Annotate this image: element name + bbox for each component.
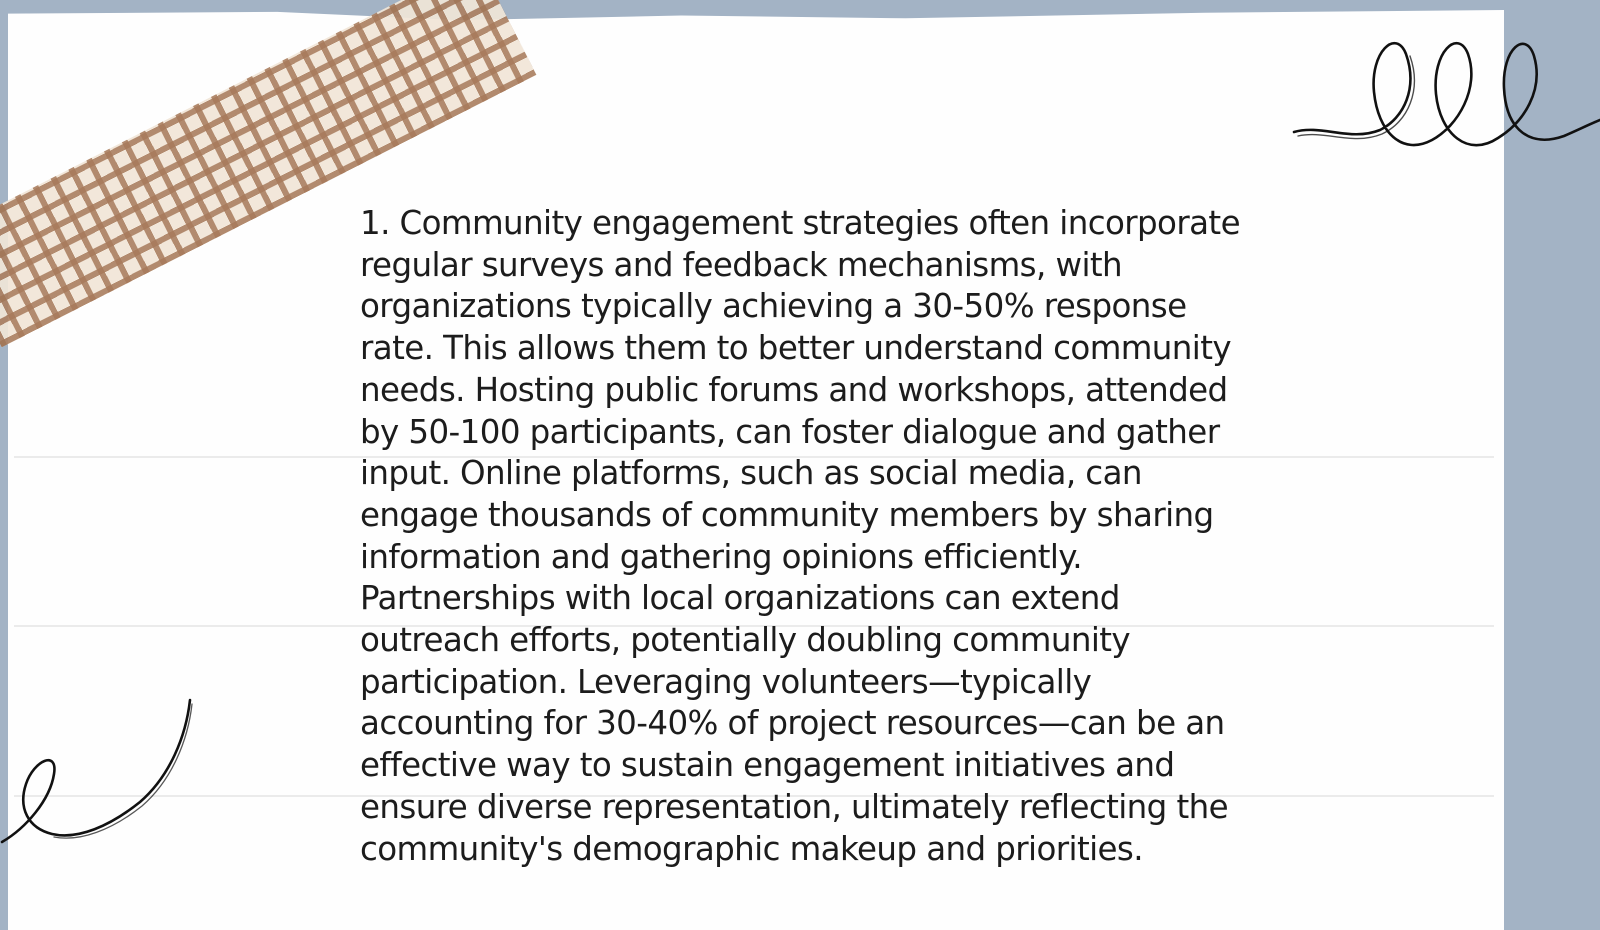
cursive-loops-doodle-icon: [1292, 32, 1600, 162]
body-paragraph: 1. Community engagement strategies often incorporate regular surveys and feedback mechanisms, with organizations typically achieving a 30-50% response rate. This allows them to better understand community needs. Hosting public forums and workshops, attended by 50-100 participants, can foster dialogue and gather input. Online platforms, such as social media, can engage thousands of community members by sharing information and gathering opinions efficiently. Partnerships with local organizations can extend outreach efforts, potentially doubling community participation. Leveraging volunteers—typically accounting for 30-40% of project resources—can be an effective way to sustain engagement initiatives and ensure diverse representation, ultimately reflecting the community's demographic makeup and priorities.: [360, 204, 1240, 868]
cursive-swoosh-doodle-icon: [0, 696, 200, 846]
